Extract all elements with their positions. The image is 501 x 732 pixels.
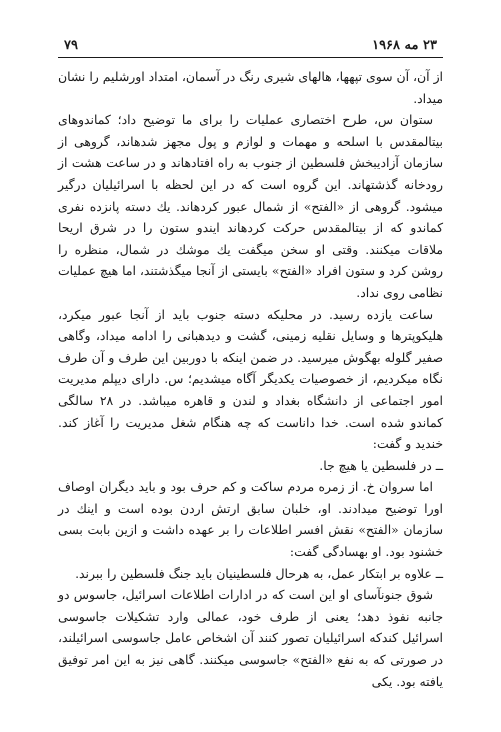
dialogue-line: ــ در فلسطین یا هیچ جا. [319,457,443,473]
paragraph: از آن، آن سوی تپهها، هالهای شیری رنگ در آسمان، امتداد اورشلیم را نشان میداد. [58,69,443,106]
paragraph: اما سروان خ. از زمره مردم ساکت و کم حرف بود و باید دیگران اوصاف اورا توضیح میدادند. او، خلبان سابق ارتش اردن بوده است و اینك در سازمان «الفتح» نقش افسر اطلاعات را بر عهده داشت و ازین بابت بسی خشنود بود. او بهسادگی گفت: [58,479,443,560]
body-text [58,66,443,692]
paragraph: ساعت یازده رسید. در محلیکه دسته جنوب باید از آنجا عبور میکرد، هلیکوپترها و وسایل نقلیه زمینی، گشت و دیدهبانی را ادامه میداد، وگاهی صفیر گلوله بهگوش میرسید. در ضمن اینکه با دوربین این طرف و آن طرف نگاه میکردیم، از خصوصیات یکدیگر آگاه میشدیم؛ س. دارای دیپلم مدیریت امور اجتماعی از دانشگاه بغداد و لندن و قاهره میباشد. در ۲۸ سالگی کماندو شده است. خدا داناست که چه هنگام شغل مدیریت را آغاز کند. خندید و گفت: [58,306,443,452]
header-date: ۲۳ مه ۱۹۶۸ [372,38,437,53]
paragraph: ستوان س، طرح اختصاری عملیات را برای ما توضیح داد؛ کماندوهای بیتالمقدس با اسلحه و مهمات و لوازم و پول مجهز شدهاند، گروهی از سازمان آزادیبخش فلسطین از جنوب به راه افتادهاند و در ساعت هشت از رودخانه گذشتهاند. این گروه است که در این لحظه با اسرائیلیان درگیر میشود. گروهی از «الفتح» از شمال عبور کردهاند. یك دسته پانزده نفری کماندو که از بیتالمقدس حرکت کردهاند ایندو ستون را در شرق اریحا ملاقات میکنند. وقتی او سخن میگفت یك موشك در شمال، منظره را روشن کرد و ستون افراد «الفتح» بایستی از آنجا میگذشتند، اما هیچ عملیات نظامی روی نداد. [58,112,443,300]
dialogue-line: ــ علاوه بر ابتکار عمل، به هرحال فلسطینیان باید جنگ فلسطین را ببرند. [75,565,443,581]
running-header [58,38,443,58]
paragraph: شوق جنونآسای او این است که در ادارات اطلاعات اسرائیل، جاسوس دو جانبه نفوذ دهد؛ یعنی از طرف خود، عمالی وارد تشکیلات جاسوسی اسرائیل کندکه اسرائیلیان تصور کنند آن اشخاص عامل جاسوسی اسرائیلند، در صورتی که به نفع «الفتح» جاسوسی میکنند. گاهی نیز به این امر توفیق یافته بود. یکی [58,587,443,689]
page-number: ۷۹ [64,38,78,53]
